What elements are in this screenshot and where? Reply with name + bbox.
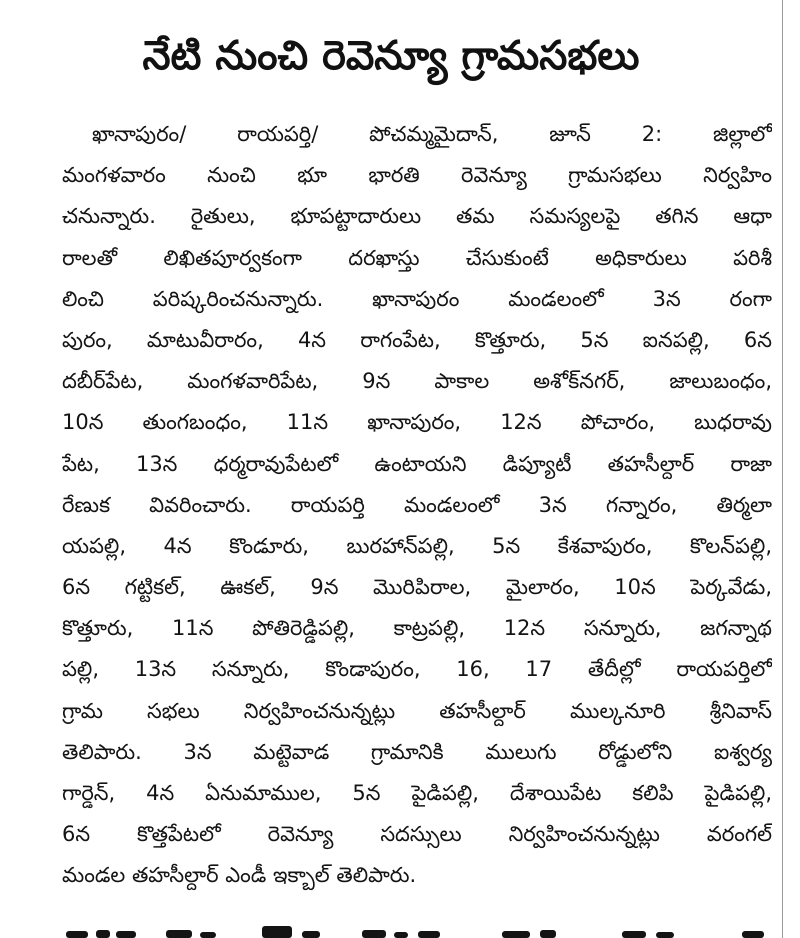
article-line: 6న గట్టికల్, ఊకల్, 9న మొరిపిరాల, మైలారం, 10న పెర్కవేడు,	[62, 575, 772, 600]
article-line: గ్రామ సభలు నిర్వహించనున్నట్లు తహసీల్దార్ ముల్కనూరి శ్రీనివాస్	[62, 698, 772, 723]
column-divider	[782, 0, 783, 938]
article-line: 10న తుంగబంధం, 11న ఖానాపురం, 12న పోచారం, బుధరావు	[62, 410, 772, 435]
article-line: చనున్నారు. రైతులు, భూపట్టాదారులు తమ సమస్యలపై తగిన ఆధా	[62, 204, 772, 229]
article-line: లించి పరిష్కరించనున్నారు. ఖానాపురం మండలంలో 3న రంగా	[62, 286, 772, 311]
article-line: పల్లి, 13న సన్నూరు, కొండాపురం, 16, 17 తేదీల్లో రాయపర్తిలో	[62, 657, 772, 682]
article-line: ఖానాపురం/ రాయపర్తి/ పోచమ్మమైదాన్, జూన్ 2: జిల్లాలో	[92, 122, 772, 146]
article-line: మంగళవారం నుంచి భూ భారతి రెవెన్యూ గ్రామసభలు నిర్వహిం	[62, 163, 772, 188]
article-line: రాలతో లిఖితపూర్వకంగా దరఖాస్తు చేసుకుంటే అధికారులు పరిశీ	[62, 245, 772, 270]
article-line: రేణుక వివరించారు. రాయపర్తి మండలంలో 3న గన్నారం, తిర్మలా	[62, 492, 772, 517]
article-line: కొత్తూరు, 11న పోతిరెడ్డిపల్లి, కాట్రపల్లి, 12న సన్నూరు, జగన్నాథ	[62, 616, 772, 641]
article-line: మండల తహసీల్దార్ ఎండీ ఇక్బాల్ తెలిపారు.	[62, 863, 417, 888]
article-line: తెలిపారు. 3న మట్టెవాడ గ్రామానికి ములుగు రోడ్డులోని ఐశ్వర్య	[62, 739, 772, 764]
article-line: పురం, మాటువీరారం, 4న రాగంపేట, కొత్తూరు, 5న ఐనపల్లి, 6న	[62, 327, 772, 352]
article-line: గార్డెన్, 4న ఏనుమాముల, 5న పైడిపల్లి, దేశాయిపేట కలిపి పైడిపల్లి,	[62, 781, 772, 805]
article-body	[62, 114, 772, 897]
article-line: 6న కొత్తపేటలో రెవెన్యూ సదస్సులు నిర్వహించనున్నట్లు వరంగల్	[62, 822, 772, 847]
article-line: దబీర్‌పేట, మంగళవారిపేట, 9న పాకాల అశోక్‌నగర్, జాలుబంధం,	[62, 369, 772, 394]
article-headline: నేటి నుంచి రెవెన్యూ గ్రామసభలు	[142, 33, 640, 79]
article-line: పేట, 13న ధర్మరావుపేటలో ఉంటాయని డిప్యూటీ తహసీల్దార్ రాజా	[62, 451, 772, 476]
cut-off-glyph-tops	[62, 922, 772, 938]
article-line: యపల్లి, 4న కొండూరు, బురహాన్‌పల్లి, 5న కేశవాపురం, కొలన్‌పల్లి,	[62, 533, 772, 558]
next-headline-cut-off	[62, 922, 772, 938]
